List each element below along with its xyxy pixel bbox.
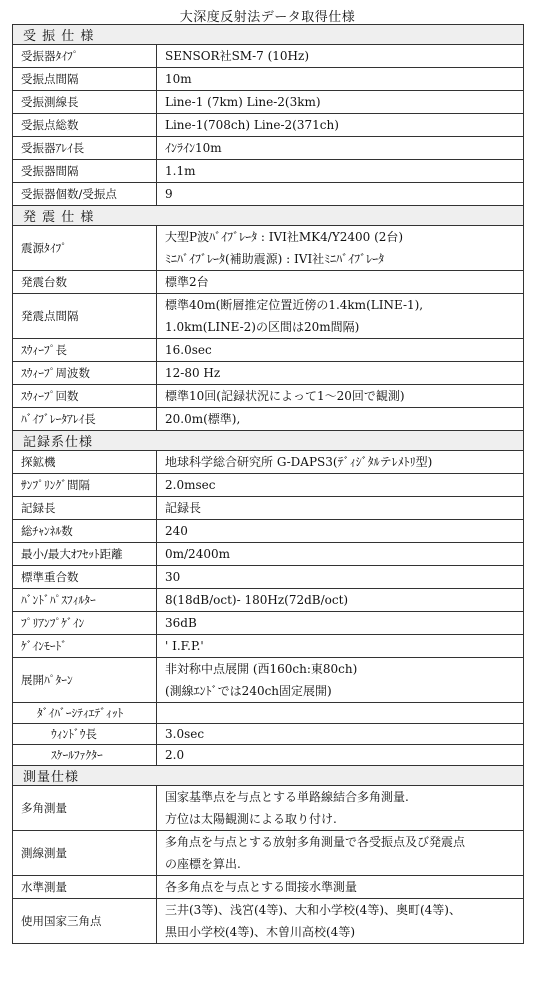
spec-value bbox=[157, 294, 524, 339]
spec-row bbox=[13, 786, 524, 831]
spec-row bbox=[13, 362, 524, 385]
spec-row bbox=[13, 408, 524, 431]
spec-value bbox=[157, 226, 524, 271]
spec-value bbox=[157, 612, 524, 635]
spec-value-line: 非対称中点展開 (西160ch:東80ch) bbox=[165, 662, 358, 676]
spec-key: 多角測量 bbox=[13, 786, 157, 831]
spec-row bbox=[13, 339, 524, 362]
spec-value-line: 0m/2400m bbox=[165, 547, 230, 561]
spec-key: ｻﾝﾌﾟﾘﾝｸﾞ間隔 bbox=[13, 474, 157, 497]
spec-value-line: 240 bbox=[165, 524, 188, 538]
spec-key: 受振器ﾀｲﾌﾟ bbox=[13, 45, 157, 68]
spec-value-line: ﾐﾆﾊﾞｲﾌﾞﾚｰﾀ(補助震源) : IVI社ﾐﾆﾊﾞｲﾌﾞﾚｰﾀ bbox=[165, 252, 385, 266]
spec-key: 受振測線長 bbox=[13, 91, 157, 114]
spec-value-line: SENSOR社SM-7 (10Hz) bbox=[165, 49, 310, 63]
spec-key-label: ﾀﾞｲﾊﾞｰｼﾃｨｴﾃﾞｨｯﾄ bbox=[37, 706, 124, 720]
spec-key: ﾊﾞﾝﾄﾞﾊﾟｽﾌｨﾙﾀｰ bbox=[13, 589, 157, 612]
spec-value bbox=[157, 474, 524, 497]
section-header: 測量仕様 bbox=[13, 766, 524, 786]
spec-row bbox=[13, 724, 524, 745]
spec-key: 発震台数 bbox=[13, 271, 157, 294]
spec-row bbox=[13, 385, 524, 408]
spec-value bbox=[157, 160, 524, 183]
spec-value-line: Line-1(708ch) Line-2(371ch) bbox=[165, 118, 339, 132]
spec-value-line: 黒田小学校(4等)、木曽川高校(4等) bbox=[165, 925, 355, 939]
spec-value-line: の座標を算出. bbox=[165, 857, 241, 871]
spec-value-line: 方位は太陽観測による取り付け. bbox=[165, 812, 337, 826]
spec-value-line: 8(18dB/oct)- 180Hz(72dB/oct) bbox=[165, 593, 349, 607]
spec-row bbox=[13, 831, 524, 876]
spec-value bbox=[157, 362, 524, 385]
spec-key: 受振器間隔 bbox=[13, 160, 157, 183]
spec-row bbox=[13, 183, 524, 206]
spec-key: 水準測量 bbox=[13, 876, 157, 899]
spec-key: 震源ﾀｲﾌﾟ bbox=[13, 226, 157, 271]
spec-value bbox=[157, 786, 524, 831]
spec-value bbox=[157, 566, 524, 589]
spec-key: ﾌﾟﾘｱﾝﾌﾟｹﾞｲﾝ bbox=[13, 612, 157, 635]
section-header: 発 震 仕 様 bbox=[13, 206, 524, 226]
spec-value-line: 36dB bbox=[165, 616, 197, 630]
spec-row bbox=[13, 589, 524, 612]
spec-key bbox=[13, 703, 157, 724]
spec-row bbox=[13, 876, 524, 899]
spec-value bbox=[157, 497, 524, 520]
spec-row bbox=[13, 226, 524, 271]
spec-value bbox=[157, 543, 524, 566]
spec-key: ｽｳｨｰﾌﾟ長 bbox=[13, 339, 157, 362]
spec-key: ﾊﾞｲﾌﾞﾚｰﾀｱﾚｲ長 bbox=[13, 408, 157, 431]
spec-key: 測線測量 bbox=[13, 831, 157, 876]
spec-value bbox=[157, 68, 524, 91]
spec-row bbox=[13, 68, 524, 91]
spec-key: 総ﾁｬﾝﾈﾙ数 bbox=[13, 520, 157, 543]
spec-value-line: 16.0sec bbox=[165, 343, 212, 357]
section-header: 記録系仕様 bbox=[13, 431, 524, 451]
spec-value bbox=[157, 831, 524, 876]
spec-value-line: 国家基準点を与点とする単路線結合多角測量. bbox=[165, 790, 409, 804]
spec-row bbox=[13, 520, 524, 543]
spec-key: 発震点間隔 bbox=[13, 294, 157, 339]
spec-value bbox=[157, 45, 524, 68]
spec-value bbox=[157, 658, 524, 703]
spec-row bbox=[13, 543, 524, 566]
spec-value bbox=[157, 451, 524, 474]
spec-key: 受振点間隔 bbox=[13, 68, 157, 91]
spec-value-line: ｲﾝﾗｲﾝ10m bbox=[165, 141, 222, 155]
spec-value: 2.0 bbox=[157, 745, 524, 766]
spec-row bbox=[13, 612, 524, 635]
spec-row bbox=[13, 451, 524, 474]
spec-value bbox=[157, 703, 524, 724]
spec-value-line: 1.0km(LINE-2)の区間は20m間隔) bbox=[165, 320, 360, 334]
spec-table-body bbox=[13, 25, 524, 944]
spec-row bbox=[13, 658, 524, 703]
spec-value-line: 記録長 bbox=[165, 501, 202, 515]
spec-key: 最小/最大ｵﾌｾｯﾄ距離 bbox=[13, 543, 157, 566]
spec-value: 3.0sec bbox=[157, 724, 524, 745]
spec-value bbox=[157, 271, 524, 294]
spec-key: 受振器ｱﾚｲ長 bbox=[13, 137, 157, 160]
spec-value bbox=[157, 183, 524, 206]
spec-key bbox=[13, 724, 157, 745]
spec-key: 使用国家三角点 bbox=[13, 899, 157, 944]
spec-row bbox=[13, 745, 524, 766]
spec-value-line: 標準2台 bbox=[165, 275, 209, 289]
spec-key: 標準重合数 bbox=[13, 566, 157, 589]
section-header-row bbox=[13, 766, 524, 786]
spec-row bbox=[13, 497, 524, 520]
spec-value bbox=[157, 408, 524, 431]
spec-value-line: Line-1 (7km) Line-2(3km) bbox=[165, 95, 321, 109]
spec-value bbox=[157, 114, 524, 137]
spec-value-line: 12-80 Hz bbox=[165, 366, 221, 380]
spec-row bbox=[13, 474, 524, 497]
spec-value bbox=[157, 520, 524, 543]
spec-value bbox=[157, 635, 524, 658]
page-title: 大深度反射法データ取得仕様 bbox=[179, 10, 356, 25]
section-header-row bbox=[13, 25, 524, 45]
spec-key: 受振器個数/受振点 bbox=[13, 183, 157, 206]
section-header-row bbox=[13, 206, 524, 226]
spec-value-line: 30 bbox=[165, 570, 181, 584]
section-header: 受 振 仕 様 bbox=[13, 25, 524, 45]
spec-value bbox=[157, 876, 524, 899]
spec-key: 受振点総数 bbox=[13, 114, 157, 137]
spec-row bbox=[13, 703, 524, 724]
spec-row bbox=[13, 294, 524, 339]
spec-row bbox=[13, 271, 524, 294]
section-header-row bbox=[13, 431, 524, 451]
spec-row bbox=[13, 137, 524, 160]
spec-value-line: 各多角点を与点とする間接水準測量 bbox=[165, 880, 358, 894]
spec-table bbox=[12, 24, 524, 944]
spec-row bbox=[13, 114, 524, 137]
spec-value-line: ' I.F.P.' bbox=[165, 639, 204, 653]
spec-value-line: 2.0msec bbox=[165, 478, 216, 492]
spec-key-label: ｽｹｰﾙﾌｧｸﾀｰ bbox=[51, 748, 103, 762]
spec-key: ｽｳｨｰﾌﾟ回数 bbox=[13, 385, 157, 408]
spec-value bbox=[157, 589, 524, 612]
spec-value bbox=[157, 339, 524, 362]
spec-value-line: 三井(3等)、浅宮(4等)、大和小学校(4等)、奥町(4等)、 bbox=[165, 903, 461, 917]
spec-key-label: ｳｨﾝﾄﾞｳ長 bbox=[51, 727, 97, 741]
spec-row bbox=[13, 899, 524, 944]
spec-value-line: (測線ｴﾝﾄﾞでは240ch固定展開) bbox=[165, 684, 332, 698]
spec-value-line: 大型P波ﾊﾞｲﾌﾞﾚｰﾀ : IVI社MK4/Y2400 (2台) bbox=[165, 230, 404, 244]
spec-value bbox=[157, 137, 524, 160]
spec-value-line: 多角点を与点とする放射多角測量で各受振点及び発震点 bbox=[165, 835, 466, 849]
spec-row bbox=[13, 566, 524, 589]
spec-key: 展開ﾊﾟﾀｰﾝ bbox=[13, 658, 157, 703]
spec-row bbox=[13, 635, 524, 658]
spec-key: ｹﾞｲﾝﾓｰﾄﾞ bbox=[13, 635, 157, 658]
spec-row bbox=[13, 160, 524, 183]
spec-value-line: 標準10回(記録状況によって1〜20回で観測) bbox=[165, 389, 405, 403]
spec-value-line: 20.0m(標準), bbox=[165, 412, 241, 426]
spec-value bbox=[157, 91, 524, 114]
spec-value-line: 10m bbox=[165, 72, 192, 86]
spec-key: 探鉱機 bbox=[13, 451, 157, 474]
spec-key: ｽｳｨｰﾌﾟ周波数 bbox=[13, 362, 157, 385]
spec-value-line: 標準40m(断層推定位置近傍の1.4km(LINE-1), bbox=[165, 298, 424, 312]
spec-value bbox=[157, 899, 524, 944]
spec-value-line: 地球科学総合研究所 G-DAPS3(ﾃﾞｨｼﾞﾀﾙテﾚﾒﾄﾘ型) bbox=[165, 455, 433, 469]
spec-value-line: 9 bbox=[165, 187, 173, 201]
spec-value bbox=[157, 385, 524, 408]
spec-row bbox=[13, 91, 524, 114]
spec-row bbox=[13, 45, 524, 68]
spec-value-line: 1.1m bbox=[165, 164, 196, 178]
spec-key bbox=[13, 745, 157, 766]
spec-key: 記録長 bbox=[13, 497, 157, 520]
